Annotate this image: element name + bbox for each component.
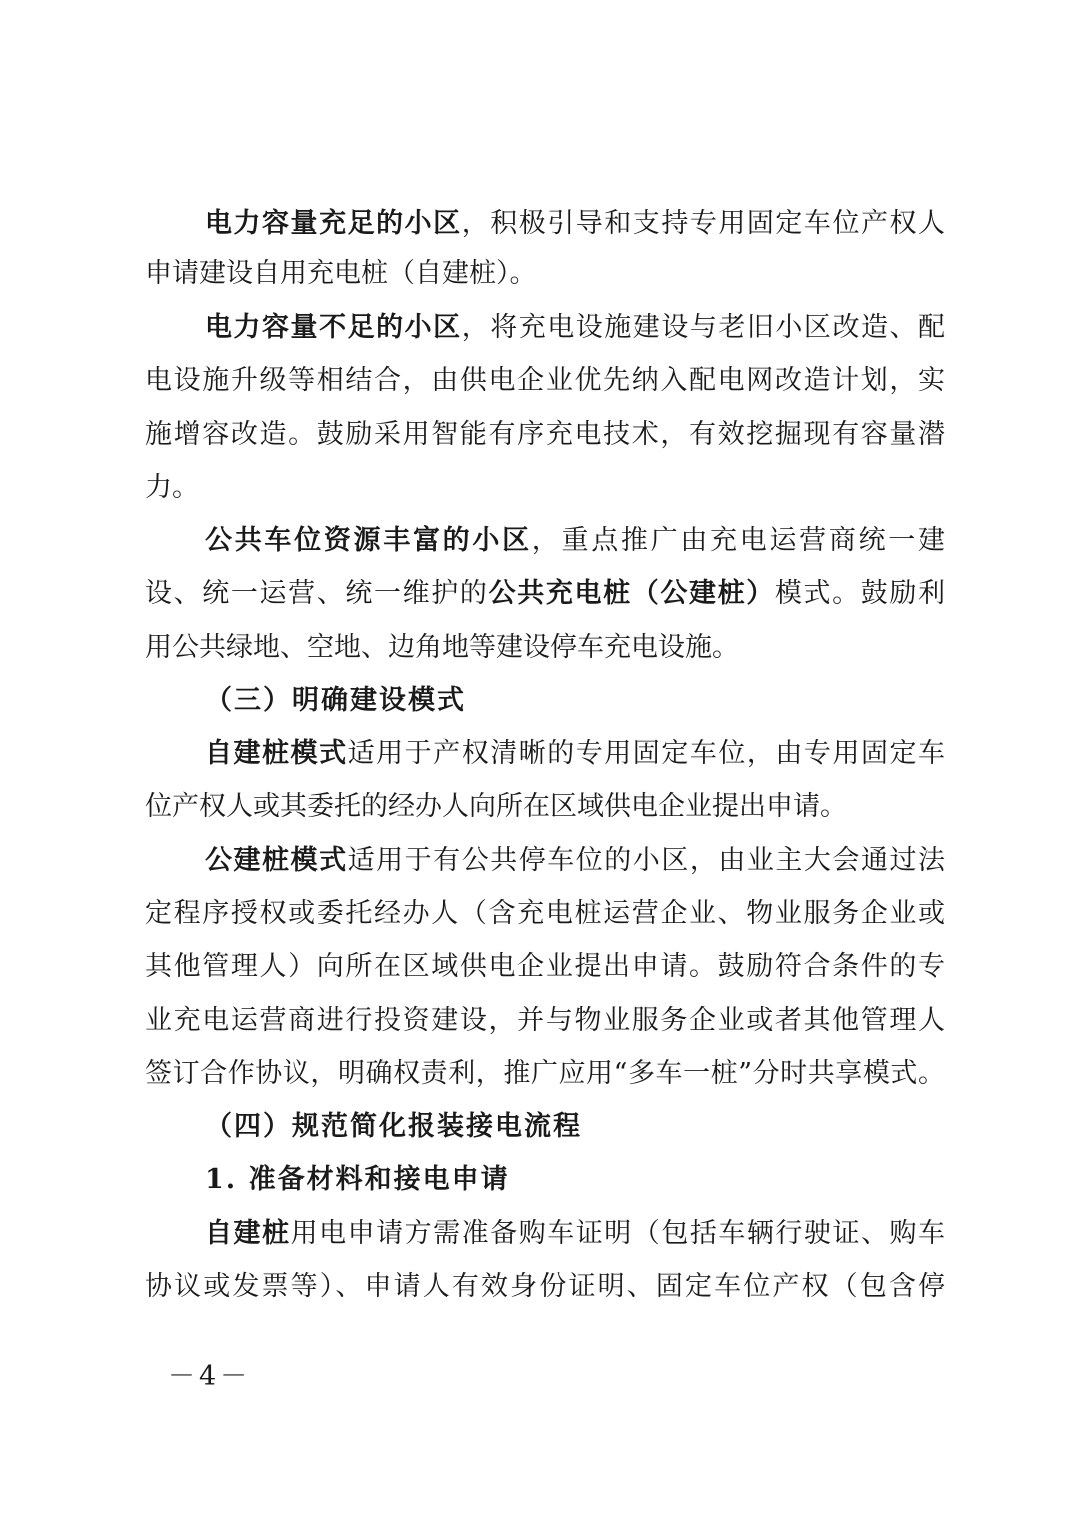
bold-lead-public-parking: 公共车位资源丰富的小区 [205,525,532,556]
bold-lead-self-built-mode: 自建桩模式 [205,738,348,769]
paragraph-2-line-4: 力。 [145,472,199,503]
paragraph-1-line-1: 电力容量充足的小区，积极引导和支持专用固定车位产权人 [205,208,946,239]
section-heading-4: （四）规范简化报装接电流程 [205,1111,582,1142]
paragraph-2-line-1: 电力容量不足的小区，将充电设施建设与老旧小区改造、配 [205,312,946,343]
paragraph-4-line-2: 位产权人或其委托的经办人向所在区域供电企业提出申请。 [145,791,847,822]
bold-lead-sufficient-capacity: 电力容量充足的小区 [205,208,462,239]
paragraph-5-line-5: 签订合作协议，明确权责利，推广应用“多车一桩”分时共享模式。 [145,1058,945,1089]
section-heading-3: （三）明确建设模式 [205,685,466,716]
paragraph-3-line-2: 设、统一运营、统一维护的公共充电桩（公建桩）模式。鼓励利 [145,578,946,609]
paragraph-5-line-2: 定程序授权或委托经办人（含充电桩运营企业、物业服务企业或 [145,898,945,929]
paragraph-2-line-3: 施增容改造。鼓励采用智能有序充电技术，有效挖掘现有容量潜 [145,419,945,450]
paragraph-3-line-1: 公共车位资源丰富的小区，重点推广由充电运营商统一建 [205,525,946,556]
paragraph-2-line-2: 电设施升级等相结合，由供电企业优先纳入配电网改造计划，实 [145,365,945,396]
paragraph-3-line-3: 用公共绿地、空地、边角地等建设停车充电设施。 [145,632,739,663]
bold-lead-self-built-pile: 自建桩 [205,1218,291,1249]
paragraph-5-line-3: 其他管理人）向所在区域供电企业提出申请。鼓励符合条件的专 [145,951,945,982]
page-number: －4－ [168,1361,252,1392]
paragraph-6-line-1: 自建桩用电申请方需准备购车证明（包括车辆行驶证、购车 [205,1218,946,1249]
subsection-heading-4-1: 1. 准备材料和接电申请 [205,1164,510,1195]
paragraph-1-line-2: 申请建设自用充电桩（自建桩）。 [145,258,537,289]
paragraph-5-line-1: 公建桩模式适用于有公共停车位的小区，由业主大会通过法 [205,845,946,876]
paragraph-5-line-4: 业充电运营商进行投资建设，并与物业服务企业或者其他管理人 [145,1005,945,1036]
bold-lead-public-built-mode: 公建桩模式 [205,845,348,876]
paragraph-6-line-2: 协议或发票等）、申请人有效身份证明、固定车位产权（包含停 [145,1271,945,1302]
paragraph-4-line-1: 自建桩模式适用于产权清晰的专用固定车位，由专用固定车 [205,738,946,769]
bold-public-charging-pile: 公共充电桩（公建桩） [488,578,775,609]
bold-lead-insufficient-capacity: 电力容量不足的小区 [205,312,462,343]
